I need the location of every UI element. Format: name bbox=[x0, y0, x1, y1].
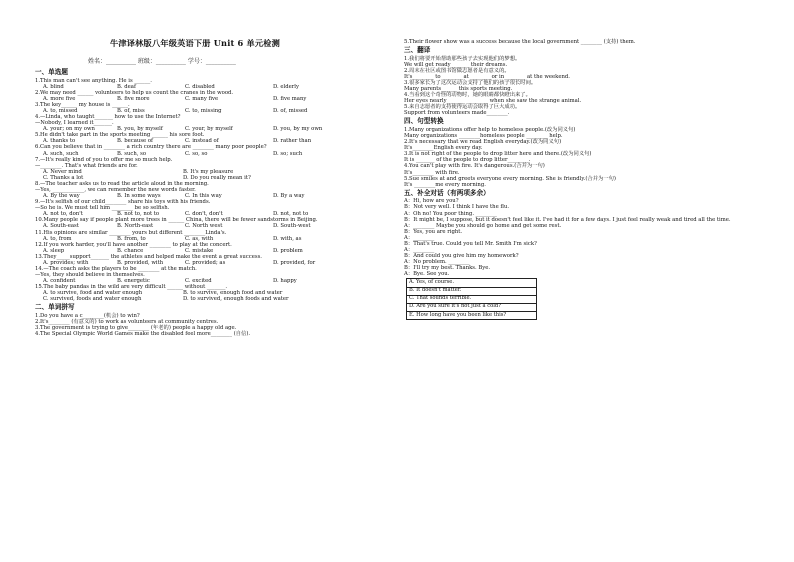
answer-option: A. By the way bbox=[43, 193, 80, 200]
answer-option: C. Thanks a lot bbox=[43, 174, 84, 181]
question-text: 15.The baby pandas in the wild are very difficult ______ without _______. bbox=[35, 284, 228, 291]
answer-option: C. so, so bbox=[185, 150, 208, 157]
answer-option: B. you, by myself bbox=[117, 126, 163, 133]
multiple-choice-list bbox=[35, 78, 370, 303]
question-text: —________. That's what friends are for. bbox=[35, 162, 138, 169]
question-text: —Yes, they should believe in themselves. bbox=[35, 272, 145, 279]
dialogue-line: A：________ bbox=[404, 247, 435, 253]
answer-option: B. provided, with bbox=[117, 259, 164, 266]
translation-line: It's________ to ________at ________or in________ at the weekend. bbox=[404, 73, 570, 80]
answer-options bbox=[35, 96, 370, 102]
translation-line: Many parents______ this sports meeting. bbox=[404, 86, 513, 93]
answer-option: C. instead of bbox=[185, 138, 219, 145]
dialogue-line: A：Oh no! You poor thing. ________ bbox=[404, 210, 497, 217]
answer-option: D. rather than bbox=[273, 138, 312, 145]
answer-option: B. not to, not to bbox=[117, 211, 160, 218]
right-column bbox=[404, 39, 774, 320]
answer-option: D. South-west bbox=[273, 223, 311, 230]
answer-option: D. By a way bbox=[273, 193, 305, 200]
left-column bbox=[35, 67, 370, 337]
option-c: C. That sounds terrible. bbox=[407, 295, 537, 303]
answer-option: C. as, with bbox=[185, 235, 214, 242]
spelling-item: 3.The government is trying to give________ (年老的) people a happy old age. bbox=[35, 325, 237, 332]
transform-line: 4.You can't play with fire. It's dangerous.(合并为一句) bbox=[404, 163, 545, 170]
question-text: 5.He didn't take part in the sports meeting ______ his sore foot. bbox=[35, 132, 205, 139]
answer-options bbox=[35, 151, 370, 157]
answer-option: A. your; on my own bbox=[43, 126, 95, 133]
answer-options bbox=[35, 175, 370, 181]
answer-options bbox=[35, 236, 370, 242]
student-info-line: 姓名：__________ 班级：__________ 学号：__________ bbox=[88, 58, 236, 65]
answer-option: D. so; such bbox=[273, 150, 303, 157]
dialogue-line: B：Not very well. I think I have the flu. bbox=[404, 204, 510, 211]
answer-option: C. your, by myself bbox=[185, 126, 233, 133]
question-text: 10.Many people say if people plant more trees in ______ China, there will be fewer sandstorms in Beijing. bbox=[35, 217, 318, 224]
answer-option: C. mistake bbox=[185, 247, 214, 254]
answer-option: C. to, missing bbox=[185, 107, 222, 114]
answer-option: C. survived, foods and water enough bbox=[43, 296, 142, 303]
page-title: 牛津译林版八年级英语下册 Unit 6 单元检测 bbox=[110, 38, 281, 48]
answer-option: D. problem bbox=[273, 247, 303, 254]
question-text: 8.—The teacher asks us to read the article aloud in the morning. bbox=[35, 180, 209, 187]
answer-option: D. with, as bbox=[273, 235, 302, 242]
spelling-item: 1.Do you have a c________(机会) to win? bbox=[35, 313, 140, 320]
dialogue-line: B：I'll try my best. Thanks. Bye. bbox=[404, 265, 491, 272]
dialogue-line: B：And could you give him my homework? bbox=[404, 253, 519, 260]
section-heading-spelling: 二、单词拼写 bbox=[35, 303, 75, 312]
answer-option: B. to survive, enough food and water bbox=[183, 290, 283, 297]
question-text: —So he is. We must tell him ________ be so selfish. bbox=[35, 205, 170, 212]
answer-options bbox=[35, 223, 370, 229]
section-heading-dialogue: 五、补全对话（有两项多余） bbox=[404, 188, 490, 197]
answer-option: C. excited bbox=[185, 278, 212, 285]
answer-option: B. deaf bbox=[117, 83, 136, 90]
answer-option: B. In some ways bbox=[117, 193, 161, 200]
answer-option: D. Do you really mean it? bbox=[183, 174, 251, 181]
answer-option: D. to survived, enough foods and water bbox=[183, 296, 289, 303]
answer-option: B. energetic bbox=[117, 278, 150, 285]
translation-list bbox=[404, 56, 774, 117]
answer-option: C. In this way bbox=[185, 193, 222, 200]
question-text: 7.—It's really kind of you to offer me so much help. bbox=[35, 156, 173, 163]
sentence-transform-list bbox=[404, 127, 774, 188]
question-text: 2.We may need ______ volunteers to help us count the cranes in the wood. bbox=[35, 89, 234, 96]
answer-option: D. happy bbox=[273, 278, 297, 285]
answer-option: A. Never mind bbox=[43, 168, 82, 175]
option-d: D. Are you sure it's not just a cold? bbox=[407, 303, 537, 311]
question-text: 11.His opinions are similar ________ yours but different ________Linda's. bbox=[35, 229, 227, 236]
answer-option: B. North-east bbox=[117, 223, 154, 230]
answer-option: A. such, such bbox=[43, 150, 79, 157]
answer-option: C. don't, don't bbox=[185, 211, 223, 218]
transform-line: It's________English every day. bbox=[404, 145, 483, 152]
dialogue-line: A：No problem. ________ bbox=[404, 259, 470, 266]
transform-line: 2.It's necessary that we read English everyday.(改为同义句) bbox=[404, 139, 562, 146]
answer-option: B. from, to bbox=[117, 235, 146, 242]
question-text: —Yes, ____________, we can remember the new words faster. bbox=[35, 186, 196, 193]
answer-option: D. elderly bbox=[273, 83, 299, 90]
question-text: 3.The key______ my house is ______. bbox=[35, 101, 130, 108]
answer-option: A. to, from bbox=[43, 235, 72, 242]
answer-option: D. provided, for bbox=[273, 259, 316, 266]
answer-option: A. sleep bbox=[43, 247, 65, 254]
question-text: 4.—Linda, who taught_______ how to use the Internet? bbox=[35, 114, 181, 121]
section-heading-single-choice: 一、单选题 bbox=[35, 68, 68, 76]
answer-option: B. such, so bbox=[117, 150, 147, 157]
transform-line: 3.It is not right of the people to drop litter here and there.(改为同义句) bbox=[404, 151, 592, 158]
question-text: 12.If you work harder, you'll have another ________ to play at the concert. bbox=[35, 241, 232, 248]
translation-line: 5.来自志愿者的支持使得运动会取得了巨大成功。 bbox=[404, 104, 521, 111]
spelling-item: 2.It's________ (有意义的) to work as volunteers at community centres. bbox=[35, 319, 219, 326]
translation-line: 2.周末在社区或图书馆做志愿者是有意义的。 bbox=[404, 67, 510, 74]
question-text: 9.—It's selfish of our child________ share his toys with his friends. bbox=[35, 199, 211, 206]
dialogue-line: A：Bye. See you. bbox=[404, 271, 450, 278]
section-heading-sentence-transform: 四、句型转换 bbox=[404, 117, 444, 126]
transform-line: 1.Many organizations offer help to homeless people.(改为同义句) bbox=[404, 127, 576, 134]
dialogue-options-box bbox=[406, 278, 537, 320]
translation-line: Her eyes nearly_______ ________ when she saw the strange animal. bbox=[404, 98, 582, 105]
answer-option: B. of, miss bbox=[117, 107, 145, 114]
question-text: —Nobody, I learned it_______. bbox=[35, 120, 114, 127]
dialogue-line: A：________ bbox=[404, 234, 435, 241]
answer-option: A. confident bbox=[43, 278, 76, 285]
option-a: A. Yes, of course. bbox=[407, 279, 537, 287]
answer-option: C. many five bbox=[185, 95, 219, 102]
answer-option: C. provided; as bbox=[185, 259, 226, 266]
answer-option: B. because of bbox=[117, 138, 154, 145]
dialogue-line: B：That's true. Could you tell Mr. Smith I'm sick? bbox=[404, 240, 537, 247]
dialogue-line: A：Hi, how are you? bbox=[404, 198, 459, 205]
section-heading-translation: 三、翻译 bbox=[404, 46, 431, 55]
translation-line: 1.我们将要开始帮助那些孩子去实现他们的梦想。 bbox=[404, 55, 521, 62]
answer-option: A. thanks to bbox=[43, 138, 76, 145]
answer-option: A. South-east bbox=[43, 223, 79, 230]
answer-option: A. more five bbox=[43, 95, 76, 102]
dialogue-line: A：________ Maybe you should go home and get some rest. bbox=[404, 222, 562, 229]
option-b: B. It doesn't matter. bbox=[407, 287, 537, 295]
dialogue-line: B：Yes, you are right. bbox=[404, 228, 463, 235]
answer-option: A. to, missed bbox=[43, 107, 78, 114]
answer-option: B. five more bbox=[117, 95, 150, 102]
translation-line: 4.当看到这个奇怪的动物时，她的眼睛都快瞪出来了。 bbox=[404, 92, 531, 99]
answer-option: A. not to, don't bbox=[43, 211, 83, 218]
translation-line: Support from volunteers made________. bbox=[404, 110, 510, 117]
transform-line: It is _______ of the people to drop litter________. bbox=[404, 157, 531, 164]
question-text: 14.—The coach asks the players to be ________ at the match. bbox=[35, 266, 197, 272]
answer-option: D. not, not to bbox=[273, 211, 309, 218]
answer-option: B. It's my pleasure bbox=[183, 168, 234, 175]
dialogue-list bbox=[404, 198, 774, 277]
answer-option: A. provides; with bbox=[43, 259, 89, 266]
question-text: 13.They_____support_______ the athletes and helped make the event a great success. bbox=[35, 253, 262, 260]
answer-option: A. to survive, food and water enough bbox=[43, 290, 143, 297]
translation-line: We will get ready_______ their dreams. bbox=[404, 61, 508, 68]
dialogue-line: B：It might be, I suppose, but it doesn't feel like it. I've had it for a few days. I just feel really weak and tired all the time. bbox=[404, 216, 731, 223]
question-text: 6.Can you believe that in ________ a rich country there are ________ many poor people? bbox=[35, 144, 267, 151]
spelling-item: 4.The Special Olympic World Games make the disabled feel more________ (自信). bbox=[35, 331, 251, 338]
answer-options bbox=[35, 248, 370, 254]
transform-line: Many organizations ________homeless people ________ help. bbox=[404, 133, 563, 140]
answer-options bbox=[35, 296, 370, 302]
answer-option: C. disabled bbox=[185, 83, 215, 90]
question-text: 1.This man can't see anything. He is ______. bbox=[35, 77, 152, 84]
transform-line: 5.Sue smiles at and greets everyone every morning. She is friendly.(合并为一句) bbox=[404, 175, 616, 182]
answer-option: D. you, by my own bbox=[273, 126, 323, 133]
spelling-item: 5.Their flower show was a success because the local government ________ (支持) them. bbox=[404, 39, 636, 45]
translation-line: 3.很多家长为了这次运动会支持了他们的孩子很长时间。 bbox=[404, 79, 537, 86]
option-e: E. How long have you been like this? bbox=[407, 312, 537, 320]
transform-line: It's ________me every morning. bbox=[404, 181, 486, 188]
answer-option: B. chance bbox=[117, 247, 144, 254]
answer-option: D. of, missed bbox=[273, 107, 308, 114]
answer-option: A. blind bbox=[43, 83, 64, 90]
transform-line: It's________ with fire. bbox=[404, 169, 460, 176]
answer-option: C. North west bbox=[185, 223, 223, 230]
answer-option: D. five many bbox=[273, 95, 307, 102]
answer-options bbox=[35, 84, 370, 90]
